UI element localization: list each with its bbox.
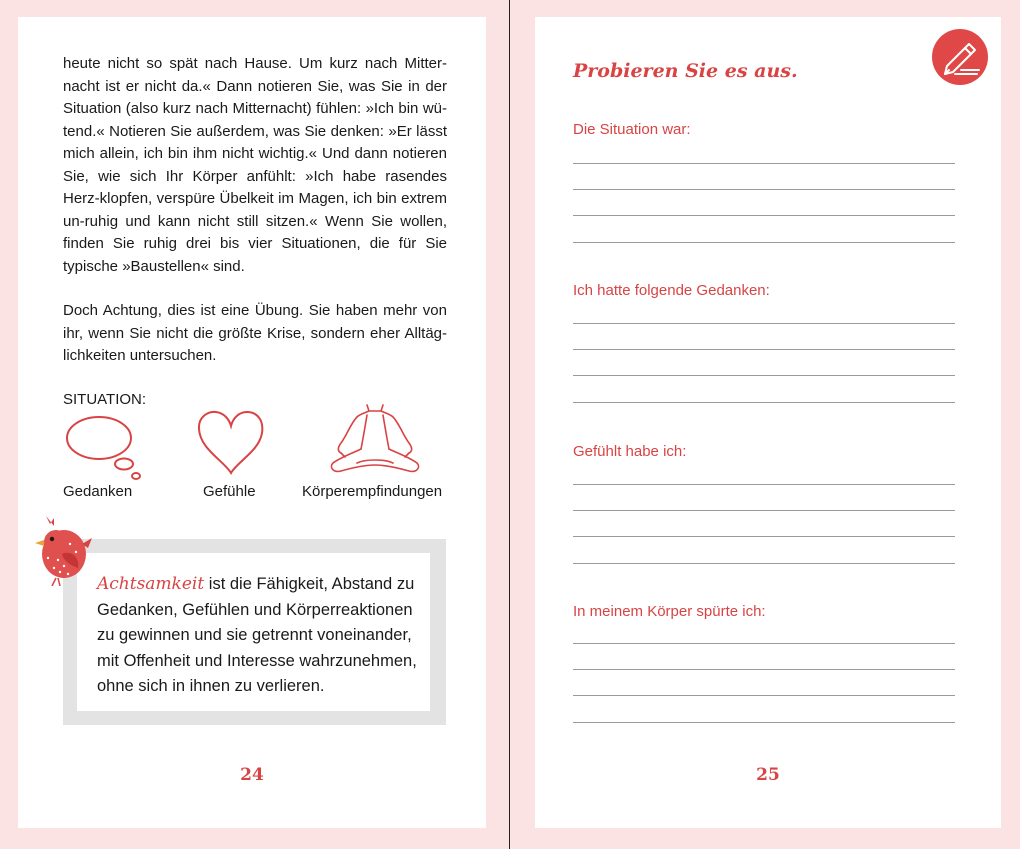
heart-icon [196,409,266,482]
book-spine [509,0,510,849]
writing-line[interactable] [573,163,955,164]
writing-line[interactable] [573,510,955,511]
callout-keyword: Achtsamkeit [97,574,205,594]
callout-text [97,572,422,700]
writing-line[interactable] [573,643,955,644]
situation-label: SITUATION: [63,391,147,408]
meditating-figure-icon [327,401,423,484]
prompt-body: In meinem Körper spürte ich: [573,603,766,620]
writing-line[interactable] [573,669,955,670]
icon-caption-thoughts: Gedanken [63,483,133,500]
writing-line[interactable] [573,563,955,564]
page-number-left: 24 [240,765,264,785]
bird-icon [32,514,94,591]
pencil-icon [931,28,989,91]
paragraph-2: Doch Achtung, dies ist eine Übung. Sie haben mehr von ihr, wenn Sie nicht die größte Krise, sondern eher Alltäg-lichkeiten untersuchen. [63,302,447,364]
writing-line[interactable] [573,402,955,403]
prompt-thoughts: Ich hatte folgende Gedanken: [573,282,770,299]
icon-caption-body-sensations: Körperempfindungen [302,483,443,500]
paragraph-1: heute nicht so spät nach Hause. Um kurz nach Mitter-nacht ist er nicht da.« Dann notieren Sie, was Sie in der Situation (also kurz nach Mitternacht) fühlen: »Ich bin wü-tend.« Notieren Sie außerdem, was Sie denken: »Er lässt mich allein, ich bin ihm nicht wichtig.« Und dann notieren Sie, wie sich Ihr Körper anfühlt: »Ich habe rasendes Herz-klopfen, verspüre Übelkeit im Magen, ich bin extrem un-ruhig und kann nicht still sitzen.« Wenn Sie wollen, finden Sie ruhig drei bis vier Situationen, die für Sie typische »Baustellen« sind. [63,55,447,275]
writing-line[interactable] [573,536,955,537]
writing-line[interactable] [573,242,955,243]
body-text [63,53,447,368]
writing-line[interactable] [573,215,955,216]
writing-line[interactable] [573,375,955,376]
left-page [18,17,486,828]
right-page [535,17,1001,828]
writing-line[interactable] [573,484,955,485]
writing-line[interactable] [573,722,955,723]
writing-line[interactable] [573,323,955,324]
page-number-right: 25 [756,765,780,785]
writing-line[interactable] [573,189,955,190]
prompt-situation: Die Situation war: [573,121,691,138]
thought-bubble-icon [65,415,145,486]
writing-line[interactable] [573,695,955,696]
callout-inner [77,553,430,711]
callout-definition: ist die Fähigkeit, Abstand zu Gedanken, Gefühlen und Körperreaktionen zu gewinnen und sie getrennt voneinander, mit Offenheit und Interesse wahrzunehmen, ohne sich in ihnen zu verlieren. [97,575,417,695]
mindfulness-callout [63,539,446,725]
page-heading: Probieren Sie es aus. [573,60,798,82]
prompt-feelings: Gefühlt habe ich: [573,443,687,460]
icon-caption-feelings: Gefühle [203,483,256,500]
writing-line[interactable] [573,349,955,350]
